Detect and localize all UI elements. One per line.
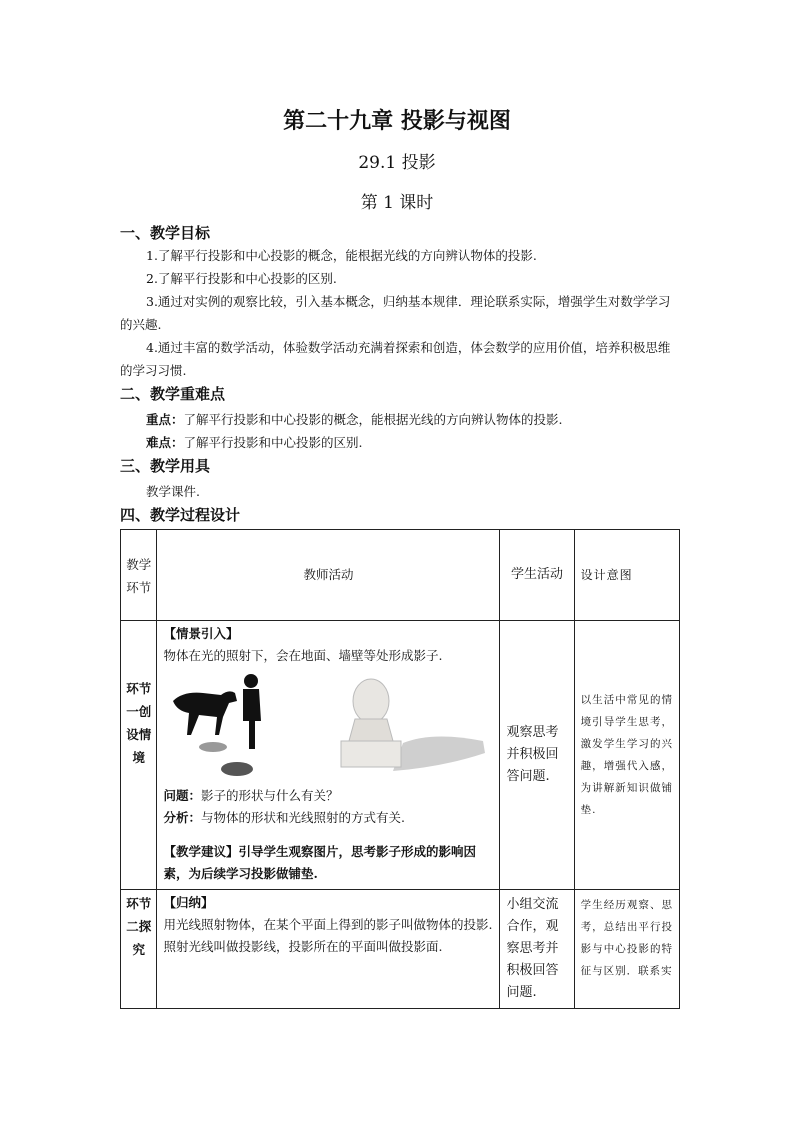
difficulty-point [146,433,363,451]
key-point [146,410,563,428]
key-label: 重点： [146,412,184,427]
header-intent: 设计意图 [574,530,679,621]
header-student: 学生活动 [500,530,574,621]
difficulty-text: 了解平行投影和中心投影的区别. [183,435,363,450]
keypoints-heading: 二、教学重难点 [120,385,226,403]
table-row [121,890,680,1009]
difficulty-label: 难点： [146,435,184,450]
tag-label: 【归纳】 [163,895,214,910]
intent-cell: 以生活中常见的情境引导学生思考，激发学生学习的兴趣，增强代入感，为讲解新知识做铺垫. [574,621,679,890]
question-label: 问题： [163,788,201,803]
teaching-suggestion: 【教学建议】引导学生观察图片，思考影子形成的影响因素，为后续学习投影做铺垫. [163,844,476,881]
objective-item: 1.了解平行投影和中心投影的概念，能根据光线的方向辨认物体的投影. [146,248,537,263]
objective-item: 4.通过丰富的数学活动，体验数学活动充满着探索和创造，体会数学的应用价值，培养积极思维的学习习惯. [120,340,671,378]
question-text: 影子的形状与什么有关？ [200,788,339,803]
lesson-title: 第 1 课时 [360,193,434,213]
intent-cell: 学生经历观察、思考，总结出平行投影与中心投影的特征与区别．联系实 [574,890,679,1009]
tools-heading: 三、教学用具 [120,457,211,475]
key-text: 了解平行投影和中心投影的概念，能根据光线的方向辨认物体的投影. [183,412,563,427]
objectives-heading: 一、教学目标 [120,224,211,242]
teacher-cell [157,621,500,890]
header-teacher: 教师活动 [157,530,500,621]
analysis-text: 与物体的形状和光线照射的方式有关. [200,810,405,825]
definition-text: 用光线照射物体，在某个平面上得到的影子叫做物体的投影.照射光线叫做投影线，投影所在的平面叫做投影面. [163,917,493,954]
stage-cell: 环节二探究 [121,890,157,1009]
student-cell: 观察思考并积极回答问题. [500,621,574,890]
process-heading: 四、教学过程设计 [120,506,241,524]
tools-text: 教学课件. [146,484,200,499]
table-header-row [121,530,680,621]
shadow-photo [163,671,493,781]
table-row [121,621,680,890]
process-table [120,529,680,1009]
chapter-title: 第二十九章 投影与视图 [283,108,511,134]
section-title: 29.1 投影 [358,153,436,173]
objective-item: 3.通过对实例的观察比较，引入基本概念，归纳基本规律．理论联系实际，增强学生对数学学习的兴趣. [120,294,671,332]
question [163,785,493,807]
tag-label: 【情景引入】 [163,626,239,641]
analysis-label: 分析： [163,810,201,825]
stage-cell: 环节一创设情境 [121,621,157,890]
objective-item: 2.了解平行投影和中心投影的区别. [146,271,337,286]
intro-text: 物体在光的照射下，会在地面、墙壁等处形成影子. [163,648,443,663]
analysis [163,807,493,829]
student-cell: 小组交流合作，观察思考并积极回答问题. [500,890,574,1009]
teacher-cell [157,890,500,1009]
header-stage: 教学环节 [121,530,157,621]
shadow-illustrations [163,671,493,781]
